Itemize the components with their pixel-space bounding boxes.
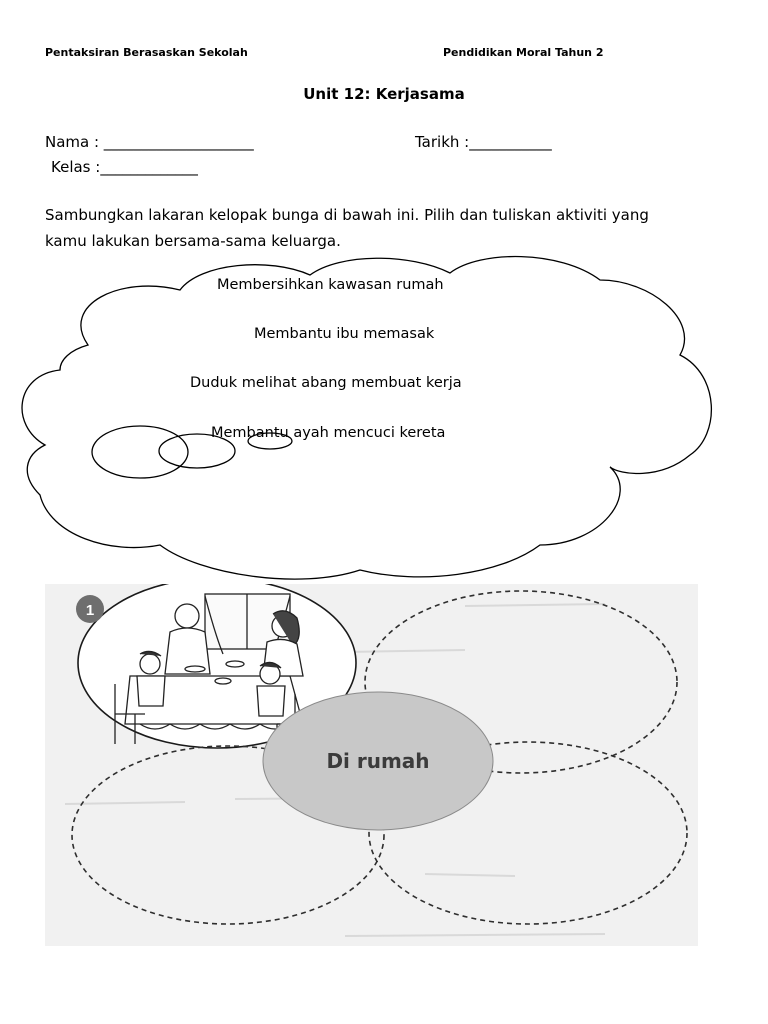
petal-diagram: [45, 584, 698, 946]
activity-option-car-wash: Membantu ayah mencuci kereta: [211, 425, 446, 441]
header-school-assessment: Pentaksiran Berasaskan Sekolah: [45, 46, 248, 59]
page-title: Unit 12: Kerjasama: [303, 85, 465, 103]
activity-option-cleaning: Membersihkan kawasan rumah: [217, 277, 444, 293]
class-field[interactable]: Kelas :_____________: [51, 158, 198, 176]
instruction-line-1: Sambungkan lakaran kelopak bunga di bawah ini. Pilih dan tuliskan aktiviti yang: [45, 206, 649, 224]
activity-option-watching: Duduk melihat abang membuat kerja: [190, 375, 462, 391]
center-label: Di rumah: [326, 749, 430, 773]
date-field[interactable]: Tarikh :___________: [415, 133, 552, 151]
activity-option-cooking: Membantu ibu memasak: [254, 326, 435, 342]
cloud-shape: [0, 245, 768, 585]
header-subject: Pendidikan Moral Tahun 2: [443, 46, 604, 59]
name-field[interactable]: Nama : ____________________: [45, 133, 254, 151]
instruction-line-2: kamu lakukan bersama-sama keluarga.: [45, 232, 341, 250]
number-badge-label: 1: [85, 602, 95, 619]
